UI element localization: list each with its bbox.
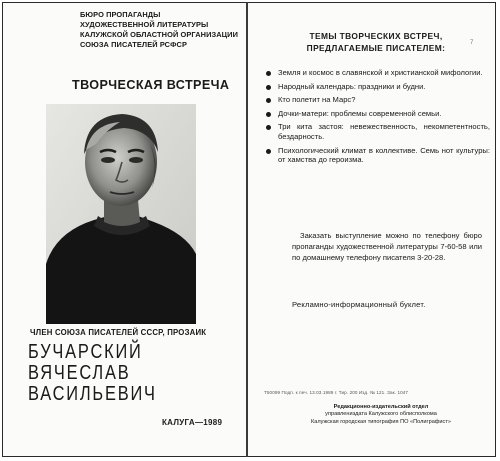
bullet-icon — [266, 125, 271, 130]
city-year: КАЛУГА—1989 — [162, 418, 223, 427]
themes-list — [264, 68, 490, 169]
theme-text: Земля и космос в славянской и христианской мифологии. — [278, 68, 483, 77]
ad-note: Рекламно-информационный буклет. — [292, 300, 426, 309]
corner-mark: 7 — [470, 40, 474, 46]
theme-text: Психологический климат в коллективе. Семь нот культуры: от хамства до героизма. — [278, 145, 490, 165]
theme-item — [264, 82, 490, 92]
org-line: ХУДОЖЕСТВЕННОЙ ЛИТЕРАТУРЫ — [80, 20, 209, 29]
theme-text: Дочки-матери: проблемы современной семьи. — [278, 108, 442, 118]
themes-title-line: ТЕМЫ ТВОРЧЕСКИХ ВСТРЕЧ, — [309, 31, 443, 41]
booklet-fold-line — [246, 2, 248, 457]
author-portrait-photo — [46, 104, 196, 324]
publisher-block — [286, 404, 476, 426]
event-title: ТВОРЧЕСКАЯ ВСТРЕЧА — [72, 78, 230, 92]
author-name — [28, 342, 157, 405]
publisher-line: Калужская городская типография ПО «Полиграфист» — [310, 418, 452, 425]
contact-info: Заказать выступление можно по телефону бюро пропаганды художественной литературы 7-60-58 или по домашнему телефону писателя 3-20-28. — [292, 231, 482, 263]
organization-block — [80, 10, 244, 50]
bullet-icon — [266, 85, 271, 90]
bullet-icon — [266, 98, 271, 103]
org-line: СОЮЗА ПИСАТЕЛЕЙ РСФСР — [80, 40, 187, 49]
theme-item — [264, 122, 490, 141]
theme-text: Три кита застоя: невежественность, некомпетентность, бездарность. — [278, 122, 490, 141]
publisher-line: управлениздата Калужского облисполкома — [325, 411, 437, 418]
theme-text: Народный календарь: праздники и будни. — [278, 81, 426, 91]
org-line: КАЛУЖСКОЙ ОБЛАСТНОЙ ОРГАНИЗАЦИИ — [80, 30, 238, 39]
bullet-icon — [266, 149, 271, 154]
print-imprint: Т50099 Подп. к печ. 13.03.1989 г. Тир. 200 Изд. № 121. Зак. 1047 — [264, 390, 409, 395]
theme-text: Кто полетит на Марс? — [278, 95, 356, 105]
themes-title — [286, 30, 466, 54]
booklet-right-page — [250, 6, 494, 454]
author-first-name: ВЯЧЕСЛАВ — [28, 362, 131, 384]
bullet-icon — [266, 112, 271, 117]
author-membership: ЧЛЕН СОЮЗА ПИСАТЕЛЕЙ СССР, ПРОЗАИК — [30, 328, 207, 337]
author-patronymic: ВАСИЛЬЕВИЧ — [28, 383, 157, 405]
author-surname: БУЧАРСКИЙ — [28, 341, 143, 363]
theme-item — [264, 146, 490, 165]
org-line: БЮРО ПРОПАГАНДЫ — [80, 10, 161, 19]
theme-item — [264, 95, 490, 105]
booklet-left-page — [6, 6, 244, 454]
theme-item — [264, 109, 490, 119]
publisher-line: Редакционно-издательский отдел — [333, 404, 429, 410]
themes-title-line: ПРЕДЛАГАЕМЫЕ ПИСАТЕЛЕМ: — [306, 43, 446, 53]
bullet-icon — [266, 71, 271, 76]
theme-item — [264, 68, 490, 78]
